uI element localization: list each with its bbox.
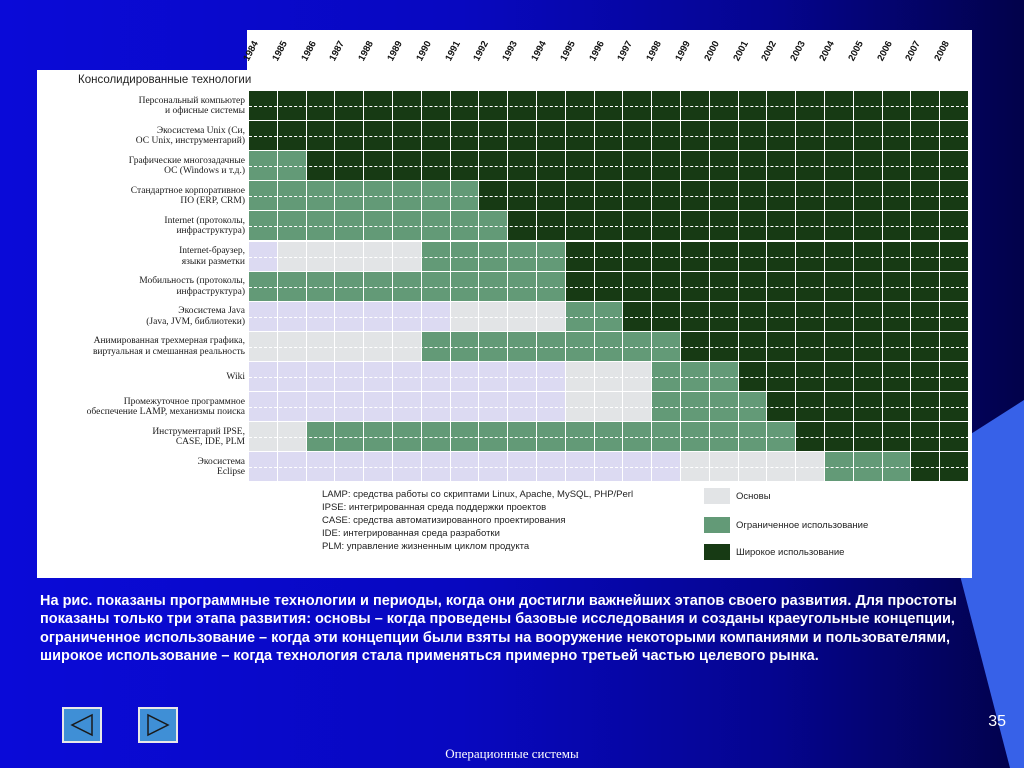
legend-swatch [704, 488, 730, 504]
caption: На рис. показаны программные технологии и периоды, когда они достигли важнейших этапов своего развития. Для простоты показаны только три этапа развития: основы – когда проведены базовые исследования и созданы краеугольные концепции, ограниченное использование – когда эти концепции были взяты на вооружение некоторыми компаниями и пользователями, широкое использование – когда технология стала применяться примерно третьей частью целевого рынка. [40, 593, 957, 665]
row-divider [249, 317, 969, 318]
year-text: 1990 [414, 39, 434, 63]
row-label: Графические многозадачные ОС (Windows и т.д.) [128, 155, 245, 177]
page-number: 35 [988, 713, 1006, 730]
legend-item [704, 544, 844, 560]
row-label: Стандартное корпоративное ПО (ERP, CRM) [130, 185, 245, 207]
year-label [414, 31, 451, 67]
next-slide-button[interactable] [138, 707, 178, 743]
legend-label: Широкое использование [736, 546, 845, 558]
legend-swatch [704, 517, 730, 533]
year-text: 1991 [442, 39, 463, 63]
year-text: 1995 [558, 39, 578, 63]
row-divider [249, 106, 969, 107]
row-divider [249, 166, 969, 167]
row-label: Internet (протоколы, инфраструктура) [164, 215, 245, 237]
footer-title: Операционные системы [445, 746, 579, 761]
triangle-right-icon [144, 713, 172, 737]
year-text: 2007 [903, 39, 924, 63]
year-label [702, 31, 739, 67]
year-text: 2004 [817, 39, 837, 63]
year-text: 2006 [874, 39, 895, 63]
row-divider [249, 347, 969, 348]
legend-item [704, 517, 868, 533]
year-label [932, 31, 969, 67]
year-text: 1987 [327, 39, 348, 63]
row-divider [249, 467, 969, 468]
triangle-left-icon [68, 713, 96, 737]
legend-item [704, 488, 771, 504]
row-label: Wiki [226, 371, 245, 382]
year-text: 2008 [932, 39, 953, 63]
year-axis [241, 30, 972, 70]
abbreviation-item: LAMP: средства работы со скриптами Linux, Apache, MySQL, PHP/Perl [322, 489, 634, 500]
legend-label: Основы [736, 490, 771, 502]
year-label [846, 31, 883, 67]
row-label: Промежуточное программное обеспечение LAMP, механизмы поиска [86, 396, 245, 418]
year-text: 2005 [846, 39, 866, 63]
row-divider [249, 136, 969, 137]
year-text: 2002 [759, 39, 780, 63]
year-text: 1984 [241, 39, 261, 63]
row-divider [249, 287, 969, 288]
year-text: 1998 [644, 39, 665, 63]
abbreviation-item: CASE: средства автоматизированного проектирования [322, 515, 566, 526]
row-label: Анимированная трехмерная графика, виртуальная и смешанная реальность [92, 336, 245, 357]
year-label [558, 31, 595, 67]
panel-title: Консолидированные технологии [78, 74, 252, 86]
year-text: 1989 [385, 39, 405, 63]
year-label [270, 31, 307, 67]
prev-slide-button[interactable] [62, 707, 102, 743]
year-text: 1988 [356, 39, 377, 63]
row-divider [249, 377, 969, 378]
row-label: Инструментарий IPSE, CASE, IDE, PLM [152, 426, 245, 448]
year-text: 1996 [586, 39, 607, 63]
year-text: 1993 [500, 39, 521, 63]
row-divider [249, 196, 969, 197]
row-label: Экосистема Java (Java, JVM, библиотеки) [146, 306, 245, 327]
year-text: 1986 [298, 39, 319, 63]
year-text: 1994 [529, 39, 549, 63]
year-text: 1985 [270, 39, 290, 63]
year-text: 1997 [615, 39, 636, 63]
year-text: 2000 [702, 39, 722, 63]
abbreviations-list [322, 488, 633, 553]
row-divider [249, 257, 969, 258]
row-divider [249, 226, 969, 227]
legend-swatch [704, 544, 730, 560]
year-text: 2001 [730, 39, 751, 63]
year-text: 1992 [471, 39, 492, 63]
row-label: Экосистема Eclipse [197, 456, 245, 478]
row-divider [249, 437, 969, 438]
year-text: 2003 [788, 39, 809, 63]
row-label: Мобильность (протоколы, инфраструктура) [139, 276, 245, 297]
row-label: Internet-браузер, языки разметки [179, 246, 245, 267]
row-label: Экосистема Unix (Си, ОС Unix, инструментарий) [135, 125, 245, 147]
legend-label: Ограниченное использование [736, 519, 869, 531]
abbreviation-item: IPSE: интегрированная среда поддержки проектов [322, 502, 547, 513]
row-label: Персональный компьютер и офисные системы [138, 95, 245, 117]
year-text: 1999 [673, 39, 693, 63]
abbreviation-item: IDE: интегрированная среда разработки [322, 528, 500, 539]
row-divider [249, 407, 969, 408]
abbreviation-item: PLM: управление жизненным циклом продукта [322, 541, 530, 552]
